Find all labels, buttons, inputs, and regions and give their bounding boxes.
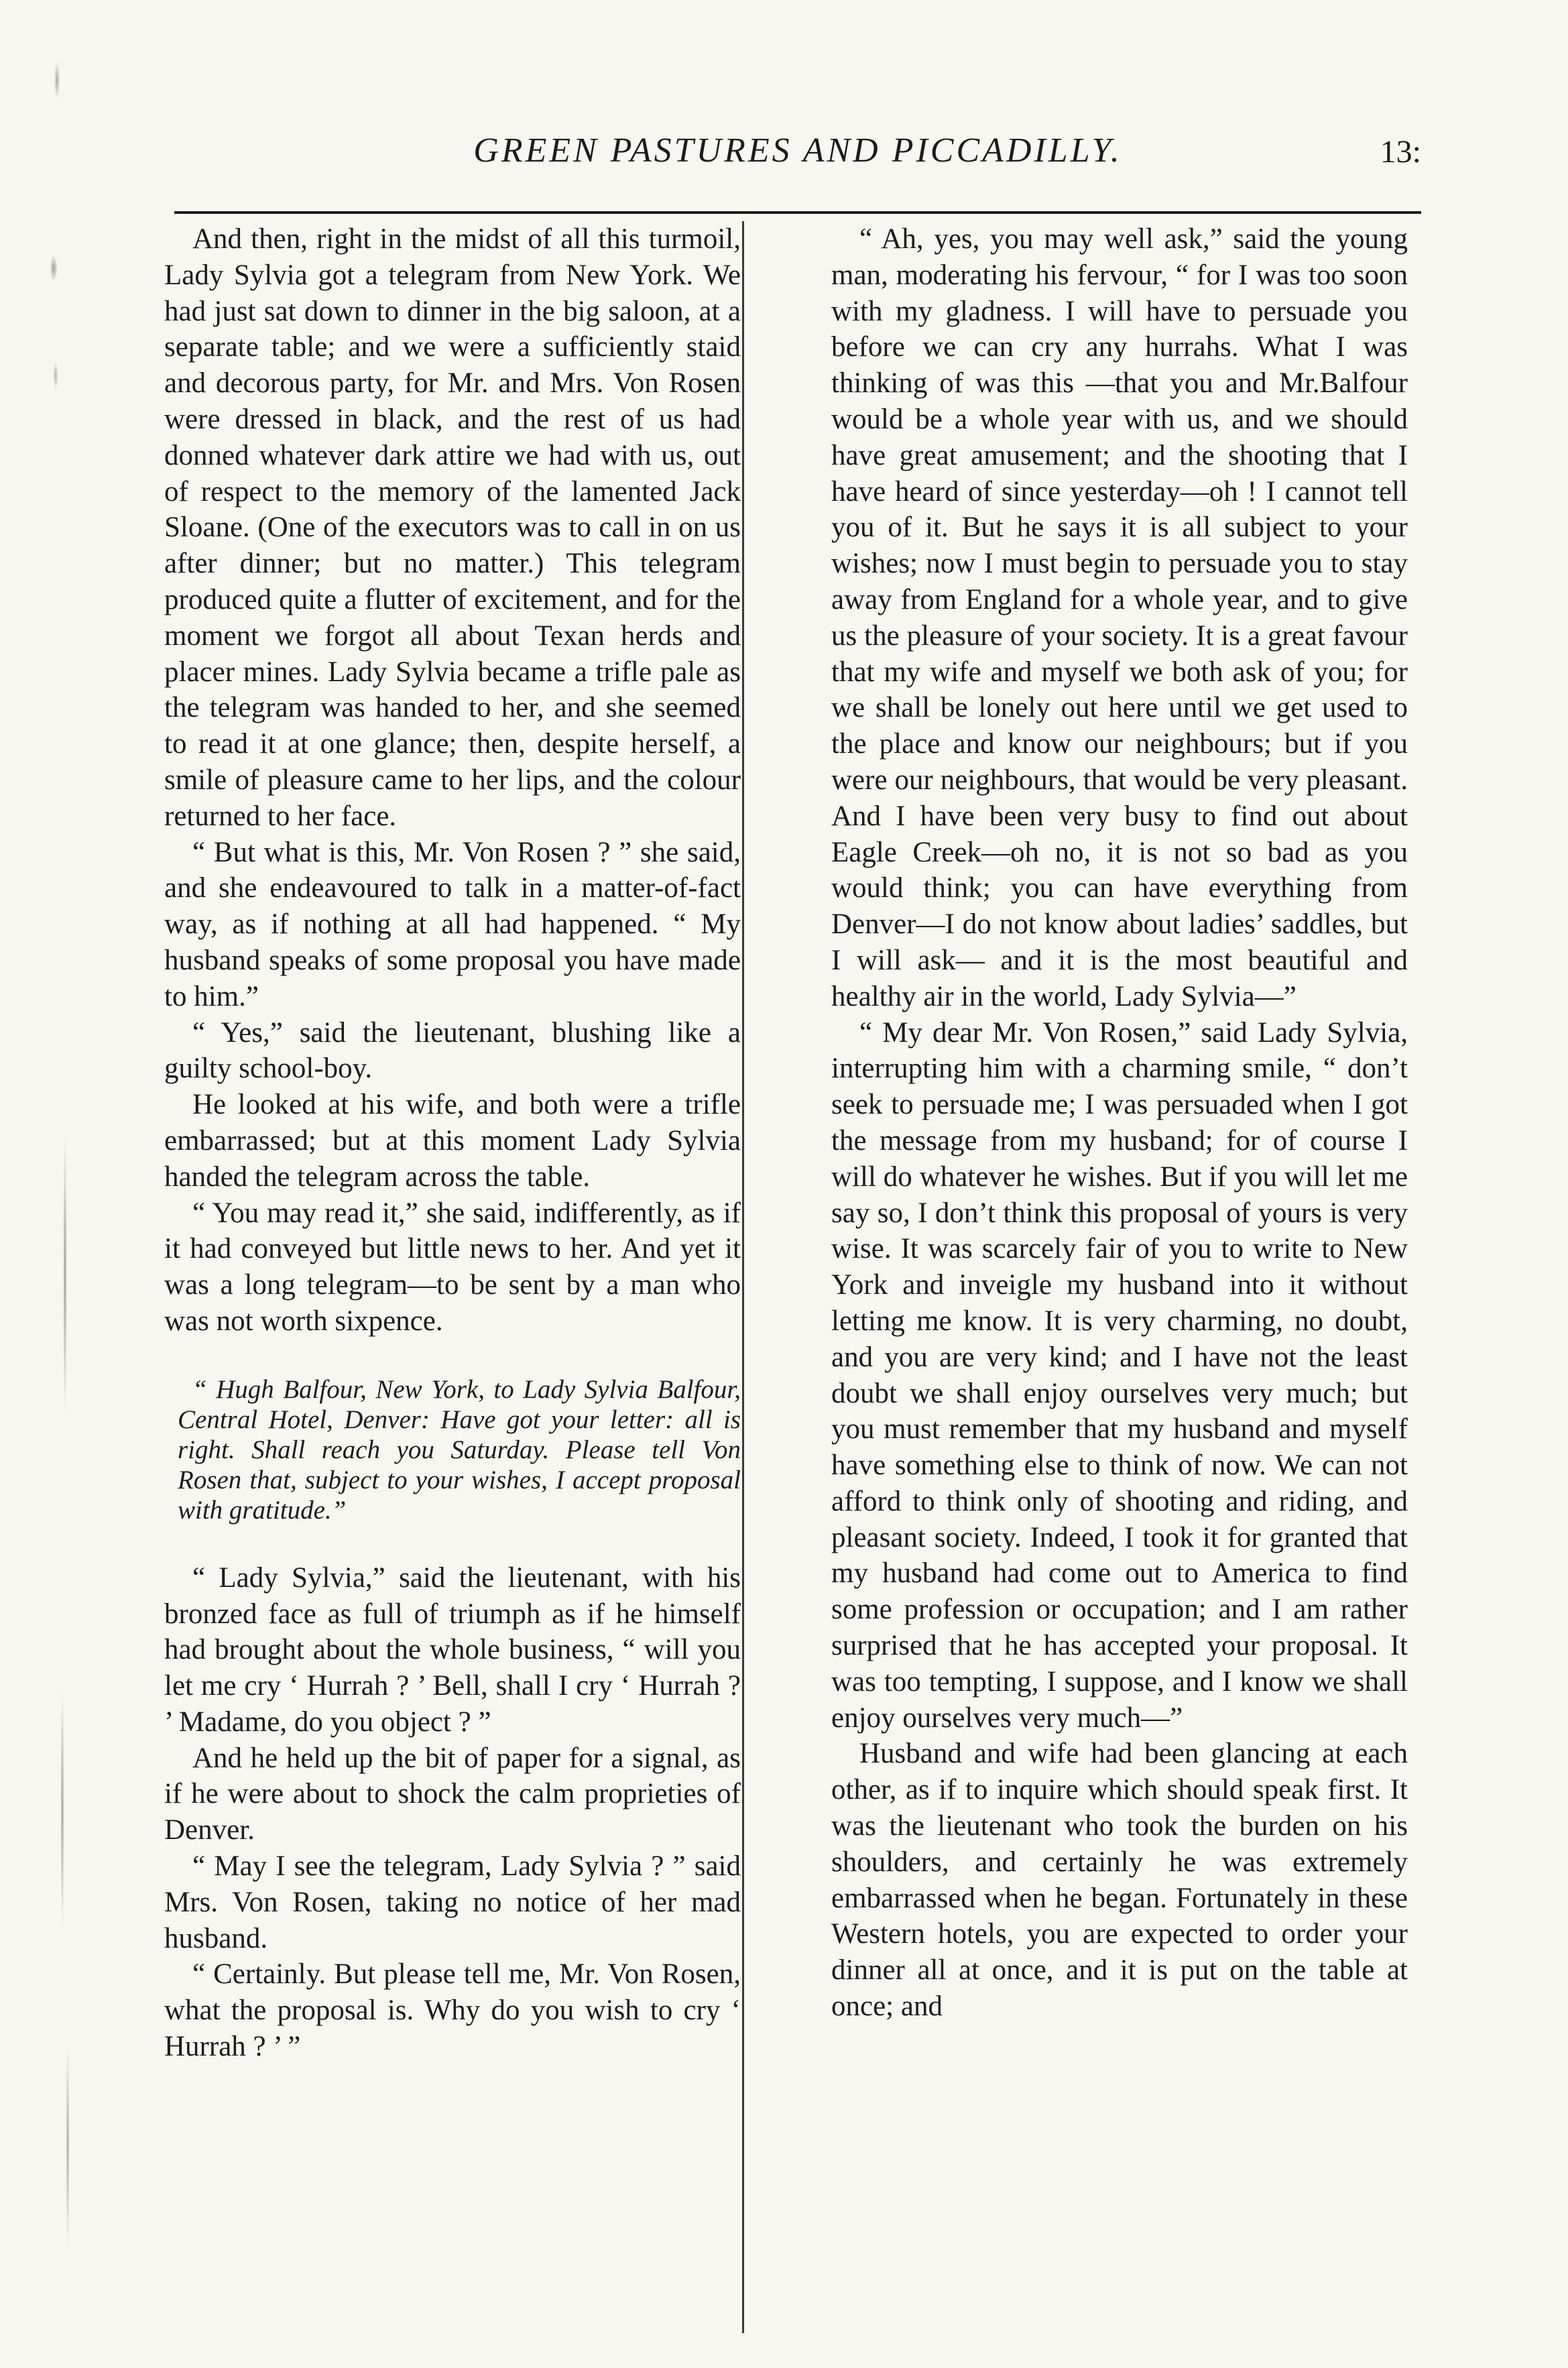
scan-binding-edge: [37, 0, 84, 2368]
paragraph: He looked at his wife, and both were a trifle embarrassed; but at this moment Lady Sylvia handed the telegram across the table.: [164, 1089, 741, 1193]
paragraph: Husband and wife had been glancing at each other, as if to inquire which should speak first. It was the lieutenant who took the burden on his shoulders, and certainly he was extremely embarrassed when he began. Fortunately in these Western hotels, you are expected to order your dinner all at once, and it is put on the table at once; and: [831, 1738, 1408, 2023]
paragraph: “ My dear Mr. Von Rosen,” said Lady Sylvia, interrupting him with a charming smile, “ don’t seek to persuade me; I was persuaded when I got the message from my husband; for of course I will do whatever he wishes. But if you will let me say so, I don’t think this proposal of yours is very wise. It was scarcely fair of you to write to New York and inveigle my husband into it without letting me know. It is very charming, no doubt, and you are very kind; and I have not the least doubt we shall enjoy ourselves very much; but you must remember that my husband and myself have something else to think of now. We can not afford to think only of shooting and riding, and pleasant society. Indeed, I took it for granted that my husband had come out to America to find some profession or occupation; and I am rather surprised that he has accepted your proposal. It was too tempting, I suppose, and I know we shall enjoy ourselves very much—”: [831, 1016, 1408, 1734]
paragraph: “ Certainly. But please tell me, Mr. Von Rosen, what the proposal is. Why do you wish to cry ‘ Hurrah ? ’ ”: [164, 1958, 741, 2063]
column-divider: [742, 221, 744, 2333]
paragraph: “ Lady Sylvia,” said the lieutenant, with his bronzed face as full of triumph as if he himself had brought about the whole business, “ will you let me cry ‘ Hurrah ? ’ Bell, shall I cry ‘ Hurrah ? ’ Madame, do you object ? ”: [164, 1561, 741, 1738]
paragraph: “ Ah, yes, you may well ask,” said the young man, moderating his fervour, “ for I was too soon with my gladness. I will have to persuade you before we can cry any hurrahs. What I was thinking of was this —that you and Mr.Balfour would be a whole year with us, and we should have great amusement; and the shooting that I have heard of since yesterday—oh ! I cannot tell you of it. But he says it is all subject to your wishes; now I must begin to persuade you to stay away from England for a whole year, and to give us the pleasure of your society. It is a great favour that my wife and myself we both ask of you; for we shall be lonely out here until we get used to the place and know our neighbours; but if you were our neighbours, that would be very pleasant. And I have been very busy to find out about Eagle Creek—oh no, it is not so bad as you would think; you can have everything from Denver—I do not know about ladies’ saddles, but I will ask— and it is the most beautiful and healthy air in the world, Lady Sylvia—”: [831, 223, 1408, 1012]
paragraph: And he held up the bit of paper for a signal, as if he were about to shock the calm proprieties of Denver.: [164, 1742, 741, 1846]
paragraph: “ You may read it,” she said, indifferently, as if it had conveyed but little news to her. And yet it was a long telegram—to be sent by a man who was not worth sixpence.: [164, 1197, 741, 1337]
paragraph: And then, right in the midst of all this turmoil, Lady Sylvia got a telegram from New York. We had just sat down to dinner in the big saloon, at a separate table; and we were a sufficiently staid and decorous party, for Mr. and Mrs. Von Rosen were dressed in black, and the rest of us had donned whatever dark attire we had with us, out of respect to the memory of the lamented Jack Sloane. (One of the executors was to call in on us after dinner; but no matter.) This telegram produced quite a flutter of excitement, and for the moment we forgot all about Texan herds and placer mines. Lady Sylvia became a trifle pale as the telegram was handed to her, and she seemed to read it at one glance; then, despite herself, a smile of pleasure came to her lips, and the colour returned to her face.: [164, 223, 741, 832]
header-rule: [174, 211, 1421, 214]
running-title: GREEN PASTURES AND PICCADILLY.: [473, 131, 1122, 170]
page-number: 13:: [1380, 134, 1421, 170]
paragraph: “ Yes,” said the lieutenant, blushing like a guilty school-boy.: [164, 1016, 741, 1085]
page-header: [174, 131, 1421, 184]
left-column: [164, 221, 741, 2065]
paragraph: “ May I see the telegram, Lady Sylvia ? ” said Mrs. Von Rosen, taking no notice of her mad husband.: [164, 1850, 741, 1954]
right-column: [831, 221, 1408, 2025]
telegram-quote: “ Hugh Balfour, New York, to Lady Sylvia Balfour, Central Hotel, Denver: Have got your letter: all is right. Shall reach you Saturday. Please tell Von Rosen that, subject to your wishes, I accept proposal with gratitude.”: [178, 1374, 741, 1525]
paragraph: “ But what is this, Mr. Von Rosen ? ” she said, and she endeavoured to talk in a matter-of-fact way, as if nothing at all had happened. “ My husband speaks of some proposal you have made to him.”: [164, 836, 741, 1012]
